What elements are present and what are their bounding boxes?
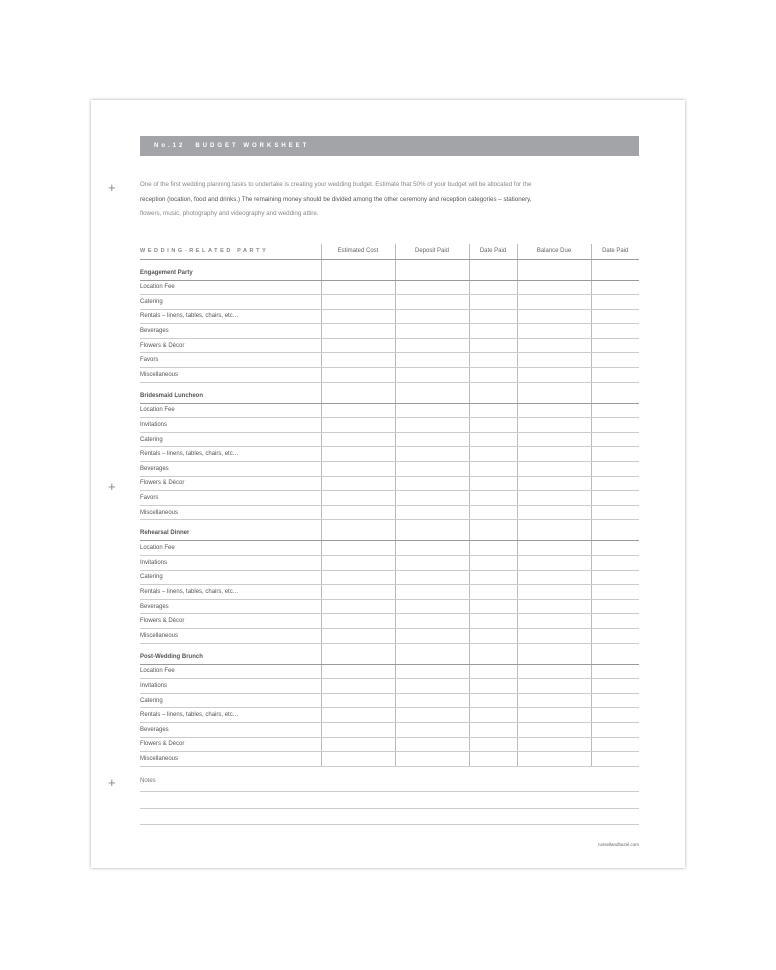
entry-cell[interactable] <box>321 432 395 447</box>
entry-cell[interactable] <box>591 353 639 368</box>
entry-cell[interactable] <box>321 368 395 383</box>
item-label: Flowers & Décor <box>140 338 321 353</box>
entry-cell[interactable] <box>321 614 395 629</box>
column-header: Date Paid <box>469 244 517 259</box>
entry-cell[interactable] <box>321 462 395 477</box>
entry-cell[interactable] <box>321 324 395 339</box>
notes-line[interactable] <box>140 824 639 825</box>
entry-cell[interactable] <box>517 280 591 295</box>
entry-cell[interactable] <box>321 708 395 723</box>
entry-cell[interactable] <box>591 643 639 664</box>
entry-cell[interactable] <box>469 693 517 708</box>
entry-cell[interactable] <box>517 447 591 462</box>
entry-cell[interactable] <box>395 418 469 433</box>
entry-cell[interactable] <box>469 679 517 694</box>
entry-cell[interactable] <box>469 491 517 506</box>
item-label: Invitations <box>140 679 321 694</box>
entry-cell[interactable] <box>517 505 591 520</box>
table-row <box>140 447 639 462</box>
entry-cell[interactable] <box>469 309 517 324</box>
entry-cell[interactable] <box>469 403 517 418</box>
item-label: Rentals – linens, tables, chairs, etc… <box>140 708 321 723</box>
entry-cell[interactable] <box>591 679 639 694</box>
entry-cell[interactable] <box>395 708 469 723</box>
entry-cell[interactable] <box>395 614 469 629</box>
entry-cell[interactable] <box>395 368 469 383</box>
table-row <box>140 556 639 571</box>
notes-label: Notes <box>140 778 156 784</box>
entry-cell[interactable] <box>321 447 395 462</box>
column-header: Deposit Paid <box>395 244 469 259</box>
section-title: Post-Wedding Brunch <box>140 643 321 664</box>
entry-cell[interactable] <box>517 324 591 339</box>
entry-cell[interactable] <box>591 664 639 679</box>
entry-cell[interactable] <box>469 447 517 462</box>
table-row <box>140 295 639 310</box>
entry-cell[interactable] <box>517 403 591 418</box>
crosshair-mark-icon: + <box>108 479 116 494</box>
entry-cell[interactable] <box>591 259 639 280</box>
entry-cell[interactable] <box>469 324 517 339</box>
entry-cell[interactable] <box>321 585 395 600</box>
entry-cell[interactable] <box>517 599 591 614</box>
entry-cell[interactable] <box>321 556 395 571</box>
entry-cell[interactable] <box>321 403 395 418</box>
entry-cell[interactable] <box>591 382 639 403</box>
entry-cell[interactable] <box>591 614 639 629</box>
entry-cell[interactable] <box>321 309 395 324</box>
entry-cell[interactable] <box>469 368 517 383</box>
item-label: Rentals – linens, tables, chairs, etc… <box>140 585 321 600</box>
entry-cell[interactable] <box>591 280 639 295</box>
entry-cell[interactable] <box>395 432 469 447</box>
entry-cell[interactable] <box>321 382 395 403</box>
intro-text <box>140 178 640 222</box>
entry-cell[interactable] <box>321 491 395 506</box>
entry-cell[interactable] <box>591 368 639 383</box>
entry-cell[interactable] <box>469 664 517 679</box>
entry-cell[interactable] <box>591 570 639 585</box>
item-label: Miscellaneous <box>140 752 321 767</box>
entry-cell[interactable] <box>321 752 395 767</box>
entry-cell[interactable] <box>591 447 639 462</box>
entry-cell[interactable] <box>517 353 591 368</box>
item-label: Beverages <box>140 324 321 339</box>
entry-cell[interactable] <box>395 382 469 403</box>
intro-line: One of the first wedding planning tasks to undertake is creating your wedding budget. Estimate that 50% of your budget will be allocated for the <box>140 181 532 188</box>
item-label: Beverages <box>140 462 321 477</box>
entry-cell[interactable] <box>591 556 639 571</box>
entry-cell[interactable] <box>321 570 395 585</box>
entry-cell[interactable] <box>321 643 395 664</box>
entry-cell[interactable] <box>395 447 469 462</box>
entry-cell[interactable] <box>395 476 469 491</box>
table-row <box>140 338 639 353</box>
entry-cell[interactable] <box>395 491 469 506</box>
entry-cell[interactable] <box>517 368 591 383</box>
table-row <box>140 614 639 629</box>
table-row <box>140 403 639 418</box>
item-label: Beverages <box>140 722 321 737</box>
entry-cell[interactable] <box>469 599 517 614</box>
table-row <box>140 418 639 433</box>
item-label: Location Fee <box>140 664 321 679</box>
entry-cell[interactable] <box>395 338 469 353</box>
entry-cell[interactable] <box>321 520 395 541</box>
entry-cell[interactable] <box>517 541 591 556</box>
entry-cell[interactable] <box>517 614 591 629</box>
entry-cell[interactable] <box>469 338 517 353</box>
item-label: Catering <box>140 432 321 447</box>
table-row <box>140 368 639 383</box>
entry-cell[interactable] <box>469 556 517 571</box>
entry-cell[interactable] <box>395 520 469 541</box>
entry-cell[interactable] <box>321 628 395 643</box>
entry-cell[interactable] <box>517 722 591 737</box>
table-row <box>140 432 639 447</box>
entry-cell[interactable] <box>517 476 591 491</box>
item-label: Location Fee <box>140 403 321 418</box>
entry-cell[interactable] <box>469 520 517 541</box>
entry-cell[interactable] <box>469 462 517 477</box>
column-header: Balance Due <box>517 244 591 259</box>
entry-cell[interactable] <box>591 599 639 614</box>
column-header: Estimated Cost <box>321 244 395 259</box>
entry-cell[interactable] <box>395 556 469 571</box>
entry-cell[interactable] <box>395 541 469 556</box>
worksheet-number: No.12 <box>154 143 186 149</box>
entry-cell[interactable] <box>591 403 639 418</box>
entry-cell[interactable] <box>591 693 639 708</box>
intro-line: flowers, music, photography and videography and wedding attire. <box>140 210 319 217</box>
entry-cell[interactable] <box>517 628 591 643</box>
entry-cell[interactable] <box>591 628 639 643</box>
budget-table <box>140 244 639 767</box>
entry-cell[interactable] <box>321 280 395 295</box>
entry-cell[interactable] <box>517 432 591 447</box>
entry-cell[interactable] <box>395 462 469 477</box>
section-row <box>140 382 639 403</box>
entry-cell[interactable] <box>469 432 517 447</box>
entry-cell[interactable] <box>517 585 591 600</box>
entry-cell[interactable] <box>469 353 517 368</box>
entry-cell[interactable] <box>591 722 639 737</box>
entry-cell[interactable] <box>517 338 591 353</box>
entry-cell[interactable] <box>591 520 639 541</box>
entry-cell[interactable] <box>469 295 517 310</box>
entry-cell[interactable] <box>469 585 517 600</box>
entry-cell[interactable] <box>469 752 517 767</box>
entry-cell[interactable] <box>469 259 517 280</box>
entry-cell[interactable] <box>517 679 591 694</box>
section-row <box>140 259 639 280</box>
table-row <box>140 664 639 679</box>
entry-cell[interactable] <box>591 708 639 723</box>
entry-cell[interactable] <box>469 280 517 295</box>
column-header: Date Paid <box>591 244 639 259</box>
entry-cell[interactable] <box>517 556 591 571</box>
item-label: Rentals – linens, tables, chairs, etc… <box>140 447 321 462</box>
entry-cell[interactable] <box>395 403 469 418</box>
item-label: Invitations <box>140 556 321 571</box>
table-row <box>140 570 639 585</box>
item-label: Miscellaneous <box>140 368 321 383</box>
entry-cell[interactable] <box>321 505 395 520</box>
entry-cell[interactable] <box>591 418 639 433</box>
table-row <box>140 505 639 520</box>
entry-cell[interactable] <box>517 309 591 324</box>
item-label: Flowers & Décor <box>140 614 321 629</box>
entry-cell[interactable] <box>469 541 517 556</box>
entry-cell[interactable] <box>469 628 517 643</box>
entry-cell[interactable] <box>469 737 517 752</box>
table-row <box>140 491 639 506</box>
entry-cell[interactable] <box>591 432 639 447</box>
entry-cell[interactable] <box>591 541 639 556</box>
entry-cell[interactable] <box>591 752 639 767</box>
entry-cell[interactable] <box>395 664 469 679</box>
item-label: Miscellaneous <box>140 505 321 520</box>
item-label: Location Fee <box>140 280 321 295</box>
table-row <box>140 722 639 737</box>
table-row <box>140 462 639 477</box>
entry-cell[interactable] <box>395 585 469 600</box>
entry-cell[interactable] <box>517 259 591 280</box>
item-label: Catering <box>140 693 321 708</box>
title-bar <box>140 136 639 156</box>
entry-cell[interactable] <box>517 737 591 752</box>
entry-cell[interactable] <box>395 628 469 643</box>
entry-cell[interactable] <box>321 353 395 368</box>
item-label: Miscellaneous <box>140 628 321 643</box>
entry-cell[interactable] <box>321 338 395 353</box>
entry-cell[interactable] <box>469 418 517 433</box>
crosshair-mark-icon: + <box>108 775 116 790</box>
section-row <box>140 520 639 541</box>
item-label: Flowers & Décor <box>140 737 321 752</box>
entry-cell[interactable] <box>591 338 639 353</box>
entry-cell[interactable] <box>469 708 517 723</box>
footer-website: russellandhazel.com <box>597 842 639 847</box>
entry-cell[interactable] <box>591 476 639 491</box>
entry-cell[interactable] <box>469 505 517 520</box>
entry-cell[interactable] <box>469 643 517 664</box>
entry-cell[interactable] <box>517 664 591 679</box>
entry-cell[interactable] <box>395 599 469 614</box>
entry-cell[interactable] <box>321 259 395 280</box>
section-row <box>140 643 639 664</box>
entry-cell[interactable] <box>591 737 639 752</box>
table-row <box>140 541 639 556</box>
section-title: Bridesmaid Luncheon <box>140 382 321 403</box>
item-label: Favors <box>140 491 321 506</box>
entry-cell[interactable] <box>321 418 395 433</box>
entry-cell[interactable] <box>395 295 469 310</box>
entry-cell[interactable] <box>321 664 395 679</box>
entry-cell[interactable] <box>395 722 469 737</box>
item-label: Rentals – linens, tables, chairs, etc… <box>140 309 321 324</box>
table-row <box>140 737 639 752</box>
section-title: Rehearsal Dinner <box>140 520 321 541</box>
entry-cell[interactable] <box>321 599 395 614</box>
entry-cell[interactable] <box>517 295 591 310</box>
entry-cell[interactable] <box>469 476 517 491</box>
table-row <box>140 585 639 600</box>
entry-cell[interactable] <box>321 679 395 694</box>
column-header: WEDDING-RELATED PARTY <box>140 244 321 259</box>
crosshair-mark-icon: + <box>108 180 116 195</box>
table-row <box>140 752 639 767</box>
entry-cell[interactable] <box>395 259 469 280</box>
item-label: Location Fee <box>140 541 321 556</box>
entry-cell[interactable] <box>591 505 639 520</box>
entry-cell[interactable] <box>517 491 591 506</box>
entry-cell[interactable] <box>321 737 395 752</box>
section-title: Engagement Party <box>140 259 321 280</box>
entry-cell[interactable] <box>591 585 639 600</box>
table-row <box>140 476 639 491</box>
item-label: Catering <box>140 570 321 585</box>
entry-cell[interactable] <box>517 418 591 433</box>
entry-cell[interactable] <box>517 708 591 723</box>
entry-cell[interactable] <box>591 295 639 310</box>
entry-cell[interactable] <box>591 462 639 477</box>
entry-cell[interactable] <box>469 570 517 585</box>
entry-cell[interactable] <box>321 693 395 708</box>
entry-cell[interactable] <box>395 280 469 295</box>
entry-cell[interactable] <box>517 643 591 664</box>
table-row <box>140 353 639 368</box>
entry-cell[interactable] <box>395 679 469 694</box>
table-row <box>140 693 639 708</box>
item-label: Beverages <box>140 599 321 614</box>
item-label: Catering <box>140 295 321 310</box>
entry-cell[interactable] <box>395 324 469 339</box>
item-label: Favors <box>140 353 321 368</box>
entry-cell[interactable] <box>321 722 395 737</box>
entry-cell[interactable] <box>395 693 469 708</box>
table-row <box>140 280 639 295</box>
entry-cell[interactable] <box>517 382 591 403</box>
table-row <box>140 679 639 694</box>
worksheet-title: BUDGET WORKSHEET <box>195 143 310 149</box>
item-label: Flowers & Décor <box>140 476 321 491</box>
entry-cell[interactable] <box>591 309 639 324</box>
table-row <box>140 708 639 723</box>
entry-cell[interactable] <box>321 295 395 310</box>
entry-cell[interactable] <box>517 752 591 767</box>
entry-cell[interactable] <box>517 570 591 585</box>
entry-cell[interactable] <box>469 722 517 737</box>
entry-cell[interactable] <box>321 541 395 556</box>
table-row <box>140 628 639 643</box>
entry-cell[interactable] <box>395 570 469 585</box>
intro-line: reception (location, food and drinks.) The remaining money should be divided among the other ceremony and reception categories – stationery, <box>140 195 532 203</box>
entry-cell[interactable] <box>591 324 639 339</box>
entry-cell[interactable] <box>321 476 395 491</box>
entry-cell[interactable] <box>517 462 591 477</box>
entry-cell[interactable] <box>395 309 469 324</box>
entry-cell[interactable] <box>395 737 469 752</box>
entry-cell[interactable] <box>517 520 591 541</box>
notes-line[interactable] <box>140 808 639 809</box>
entry-cell[interactable] <box>469 614 517 629</box>
entry-cell[interactable] <box>395 505 469 520</box>
entry-cell[interactable] <box>395 752 469 767</box>
entry-cell[interactable] <box>591 491 639 506</box>
table-row <box>140 324 639 339</box>
entry-cell[interactable] <box>469 382 517 403</box>
entry-cell[interactable] <box>395 353 469 368</box>
item-label: Invitations <box>140 418 321 433</box>
entry-cell[interactable] <box>517 693 591 708</box>
table-row <box>140 599 639 614</box>
notes-line[interactable] <box>140 791 639 792</box>
table-row <box>140 309 639 324</box>
entry-cell[interactable] <box>395 643 469 664</box>
